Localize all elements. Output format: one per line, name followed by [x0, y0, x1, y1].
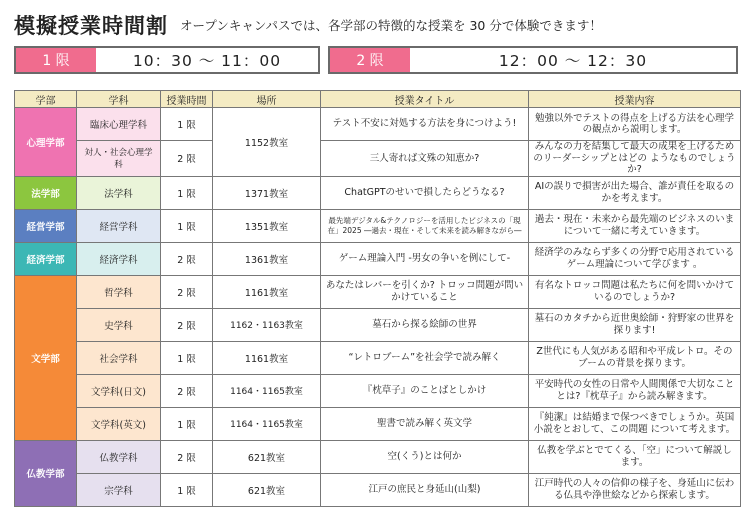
content-cell: Z世代にも人気がある昭和や平成レトロ。そのブームの背景を探ります。	[529, 341, 741, 374]
table-row	[15, 209, 741, 242]
room-cell: 1164・1165教室	[213, 407, 321, 440]
content-cell: 『純潔』は結婚まで保つべきでしょうか。英国小説をとおして、この問題 について考えます。	[529, 407, 741, 440]
period-cell: 1 限	[161, 209, 213, 242]
table-row	[15, 473, 741, 506]
header-period: 授業時間	[161, 91, 213, 108]
table-row	[15, 374, 741, 407]
period-cell: 2 限	[161, 242, 213, 275]
title-cell: 最先端デジタル&テクノロジーを活用したビジネスの「現在」2025 ―過去・現在・そして未来を読み解きながら―	[321, 209, 529, 242]
room-cell: 1161教室	[213, 341, 321, 374]
header-room: 場所	[213, 91, 321, 108]
schedule-table	[14, 90, 741, 507]
content-cell: 平安時代の女性の日常や人間関係で大切なこととは?『枕草子』から読み解きます。	[529, 374, 741, 407]
table-row	[15, 141, 741, 177]
content-cell: 仏教を学ぶとでてくる、「空」について解説します。	[529, 440, 741, 473]
period-1-label: 1 限	[16, 48, 96, 72]
content-cell: 過去・現在・未来から最先端のビジネスのいまについて一緒に考えていきます。	[529, 209, 741, 242]
room-cell: 1162・1163教室	[213, 308, 321, 341]
title-cell: 墓石から探る絵師の世界	[321, 308, 529, 341]
page-title: 模擬授業時間割	[14, 14, 168, 38]
subject-cell: 哲学科	[77, 275, 161, 308]
period-cell: 2 限	[161, 141, 213, 177]
title-cell: あなたはレバーを引くか? トロッコ問題が問いかけていること	[321, 275, 529, 308]
title-cell: テスト不安に対処する方法を身につけよう!	[321, 108, 529, 141]
header	[14, 10, 740, 40]
table-row	[15, 176, 741, 209]
subject-cell: 経営学科	[77, 209, 161, 242]
subject-cell: 文学科(英文)	[77, 407, 161, 440]
subject-cell: 宗学科	[77, 473, 161, 506]
title-cell: 三人寄れば文殊の知恵か?	[321, 141, 529, 177]
title-cell: ゲーム理論入門 -男女の争いを例にして-	[321, 242, 529, 275]
period-cell: 2 限	[161, 308, 213, 341]
dept-literature: 文学部	[15, 275, 77, 440]
subject-cell: 文学科(日文)	[77, 374, 161, 407]
subject-cell: 仏教学科	[77, 440, 161, 473]
subject-cell: 史学科	[77, 308, 161, 341]
room-cell: 1152教室	[213, 108, 321, 177]
title-cell: 空(くう)とは何か	[321, 440, 529, 473]
title-cell: 江戸の庶民と身延山(山梨)	[321, 473, 529, 506]
title-cell: 『枕草子』のことばとしかけ	[321, 374, 529, 407]
subject-cell: 対人・社会心理学科	[77, 141, 161, 177]
content-cell: AIの誤りで損害が出た場合、誰が責任を取るのかを考えます。	[529, 176, 741, 209]
title-cell: “レトロブーム”を社会学で読み解く	[321, 341, 529, 374]
dept-psychology: 心理学部	[15, 108, 77, 177]
header-subject: 学科	[77, 91, 161, 108]
room-cell: 1161教室	[213, 275, 321, 308]
room-cell: 621教室	[213, 473, 321, 506]
header-title: 授業タイトル	[321, 91, 529, 108]
subject-cell: 臨床心理学科	[77, 108, 161, 141]
content-cell: 墓石のカタチから近世奥絵師・狩野家の世界を探ります!	[529, 308, 741, 341]
room-cell: 621教室	[213, 440, 321, 473]
subject-cell: 社会学科	[77, 341, 161, 374]
header-content: 授業内容	[529, 91, 741, 108]
title-cell: 聖書で読み解く英文学	[321, 407, 529, 440]
content-cell: 有名なトロッコ問題は私たちに何を問いかけているのでしょうか?	[529, 275, 741, 308]
period-cell: 1 限	[161, 407, 213, 440]
table-row	[15, 108, 741, 141]
table-row	[15, 242, 741, 275]
period-cell: 2 限	[161, 374, 213, 407]
period-cell: 1 限	[161, 341, 213, 374]
dept-law: 法学部	[15, 176, 77, 209]
content-cell: 経済学のみならず多くの分野で応用されているゲーム理論について学びます 。	[529, 242, 741, 275]
subject-cell: 法学科	[77, 176, 161, 209]
table-row	[15, 440, 741, 473]
period-2-time: 12：00 〜 12：30	[498, 52, 648, 70]
table-header-row	[15, 91, 741, 108]
dept-management: 経営学部	[15, 209, 77, 242]
period-1-time: 10：30 〜 11：00	[132, 52, 282, 70]
period-2-label: 2 限	[330, 48, 410, 72]
title-cell: ChatGPTのせいで損したらどうなる?	[321, 176, 529, 209]
period-cell: 1 限	[161, 473, 213, 506]
table-row	[15, 275, 741, 308]
dept-economics: 経済学部	[15, 242, 77, 275]
period-cell: 2 限	[161, 275, 213, 308]
period-cell: 1 限	[161, 108, 213, 141]
header-dept: 学部	[15, 91, 77, 108]
period-2-box	[328, 46, 738, 74]
content-cell: みんなの力を結集して最大の成果を上げるためのリーダーシップとはどの ようなものでしょうか?	[529, 141, 741, 177]
content-cell: 勉強以外でテストの得点を上げる方法を心理学の観点から説明します。	[529, 108, 741, 141]
room-cell: 1164・1165教室	[213, 374, 321, 407]
subject-cell: 経済学科	[77, 242, 161, 275]
period-1-box	[14, 46, 320, 74]
room-cell: 1351教室	[213, 209, 321, 242]
dept-buddhism: 仏教学部	[15, 440, 77, 506]
room-cell: 1361教室	[213, 242, 321, 275]
table-row	[15, 407, 741, 440]
room-cell: 1371教室	[213, 176, 321, 209]
content-cell: 江戸時代の人々の信仰の様子を、身延山に伝わる仏具や浄世絵などから探索します。	[529, 473, 741, 506]
period-cell: 1 限	[161, 176, 213, 209]
period-cell: 2 限	[161, 440, 213, 473]
page-subtitle: オープンキャンパスでは、各学部の特徴的な授業を 30 分で体験できます！	[180, 18, 602, 33]
table-row	[15, 308, 741, 341]
table-row	[15, 341, 741, 374]
